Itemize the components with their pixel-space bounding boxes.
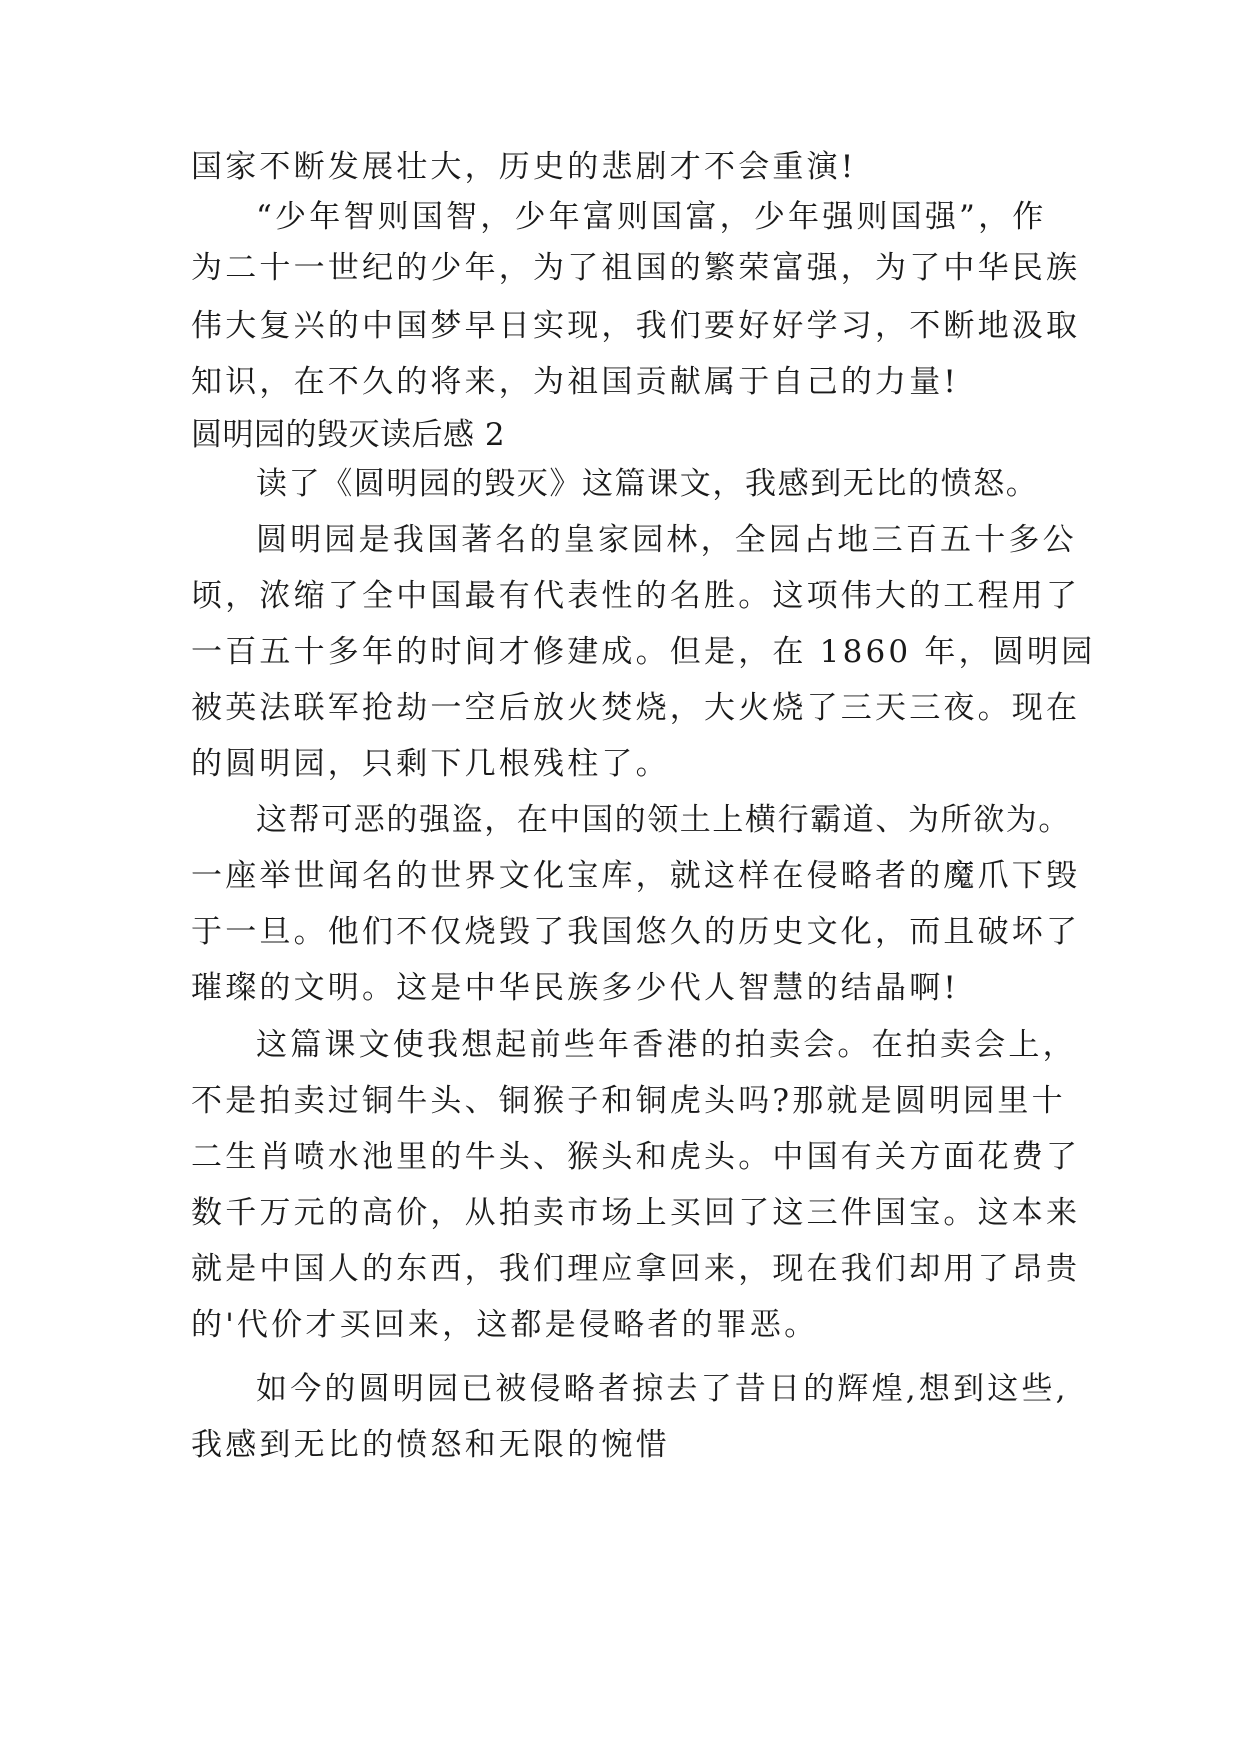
text-line: 的圆明园，只剩下几根残柱了。 bbox=[191, 746, 670, 782]
text-line: 被英法联军抢劫一空后放火焚烧，大火烧了三天三夜。现在 bbox=[191, 690, 1081, 726]
text-line: 数千万元的高价，从拍卖市场上买回了这三件国宝。这本来 bbox=[191, 1195, 1081, 1231]
text-line: 伟大复兴的中国梦早日实现，我们要好好学习，不断地汲取 bbox=[191, 308, 1081, 344]
text-line: 为二十一世纪的少年，为了祖国的繁荣富强，为了中华民族 bbox=[191, 250, 1081, 286]
text-line: 一百五十多年的时间才修建成。但是，在 1860 年，圆明园 bbox=[191, 634, 1096, 670]
text-line: 这篇课文使我想起前些年香港的拍卖会。在拍卖会上， bbox=[256, 1027, 1077, 1063]
text-line: 于一旦。他们不仅烧毁了我国悠久的历史文化，而且破坏了 bbox=[191, 914, 1081, 950]
text-line: 一座举世闻名的世界文化宝库，就这样在侵略者的魔爪下毁 bbox=[191, 858, 1081, 894]
text-line: 知识，在不久的将来，为祖国贡献属于自己的力量! bbox=[191, 364, 960, 400]
text-line: 璀璨的文明。这是中华民族多少代人智慧的结晶啊! bbox=[191, 970, 960, 1006]
text-line: 我感到无比的愤怒和无限的惋惜 bbox=[191, 1427, 670, 1463]
text-line: “少年智则国智，少年富则国富，少年强则国强”，作 bbox=[256, 199, 1047, 235]
text-line: 圆明园是我国著名的皇家园林，全园占地三百五十多公 bbox=[256, 522, 1077, 558]
text-line: 不是拍卖过铜牛头、铜猴子和铜虎头吗?那就是圆明园里十 bbox=[191, 1083, 1066, 1119]
text-line: 读了《圆明园的毁灭》这篇课文，我感到无比的愤怒。 bbox=[256, 466, 1039, 502]
text-line: 二生肖喷水池里的牛头、猴头和虎头。中国有关方面花费了 bbox=[191, 1139, 1081, 1175]
text-line: 如今的圆明园已被侵略者掠去了昔日的辉煌,想到这些, bbox=[256, 1371, 1069, 1407]
text-line: 的'代价才买回来，这都是侵略者的罪恶。 bbox=[191, 1307, 819, 1343]
text-line: 就是中国人的东西，我们理应拿回来，现在我们却用了昂贵 bbox=[191, 1251, 1081, 1287]
text-line: 顷，浓缩了全中国最有代表性的名胜。这项伟大的工程用了 bbox=[191, 578, 1081, 614]
text-line: 这帮可恶的强盗，在中国的领土上横行霸道、为所欲为。 bbox=[256, 802, 1071, 838]
text-line: 国家不断发展壮大，历史的悲剧才不会重演! bbox=[191, 149, 857, 185]
section-heading: 圆明园的毁灭读后感 2 bbox=[191, 417, 506, 453]
